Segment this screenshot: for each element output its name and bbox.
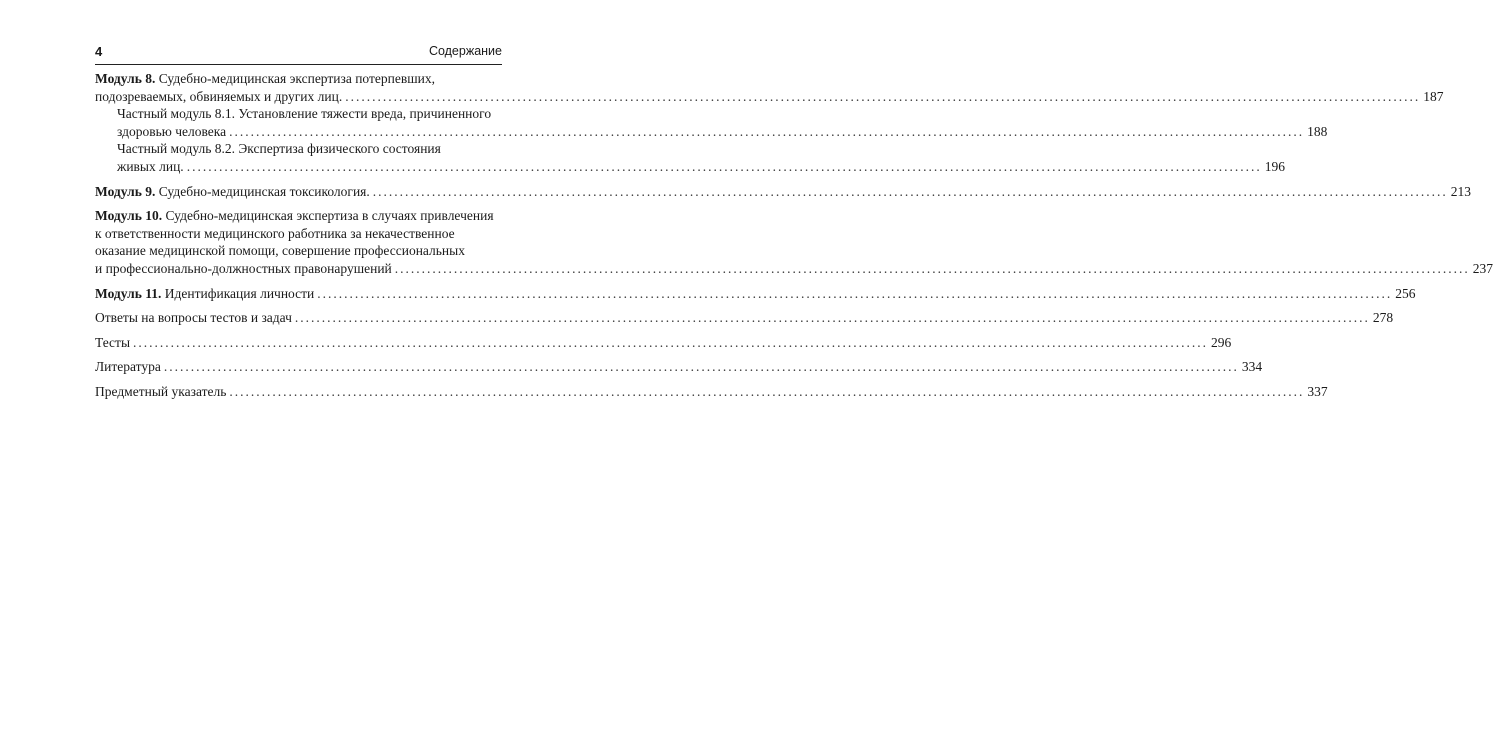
page-number: 4 — [95, 44, 103, 59]
entry-text — [95, 183, 370, 201]
module-label: Модуль 10. — [95, 208, 163, 224]
entry-title: Ответы на вопросы тестов и задач — [95, 310, 292, 326]
entry-text — [95, 334, 130, 352]
entry-text — [95, 88, 342, 106]
running-title: Содержание — [428, 44, 502, 58]
toc-entry-literature — [95, 358, 1263, 376]
leader-dots: ........................................................................................................................................................................................................ — [294, 310, 1370, 326]
entry-text — [95, 309, 292, 327]
entry-last-line — [95, 358, 1263, 376]
entry-spacer — [95, 327, 502, 334]
entry-text — [95, 383, 226, 401]
toc-entry-m8-2 — [95, 140, 1285, 175]
entry-page-number: 188 — [1307, 123, 1328, 139]
entry-line — [95, 70, 502, 88]
entry-title: здоровью человека — [117, 123, 227, 139]
leader-dots: ........................................................................................................................................................................................................ — [345, 88, 1421, 104]
entry-spacer — [95, 376, 502, 383]
running-header — [95, 44, 502, 65]
entry-page-number: 213 — [1450, 183, 1472, 199]
entry-title: подозреваемых, обвиняемых и других лиц. — [95, 88, 343, 104]
leader-dots: ........................................................................................................................................................................................................ — [229, 123, 1305, 139]
entry-spacer — [95, 200, 502, 207]
entry-text: Судебно-медицинская экспертиза в случаях привлечения — [165, 208, 494, 224]
entry-title: живых лиц. — [117, 158, 184, 174]
entry-title: и профессионально-должностных правонарушений — [95, 260, 392, 276]
entry-spacer — [95, 351, 502, 358]
entry-title: Предметный указатель — [95, 383, 227, 399]
toc-entry-m8 — [95, 70, 1444, 105]
entry-title: Тесты — [95, 334, 131, 350]
entry-text: Судебно-медицинская экспертиза потерпевших, — [158, 71, 435, 86]
entry-page-number: 187 — [1423, 88, 1444, 104]
table-of-contents — [95, 70, 1493, 401]
entry-line — [95, 207, 502, 225]
leader-dots: ........................................................................................................................................................................................................ — [186, 158, 1262, 174]
entry-text: Частный модуль 8.2. Экспертиза физического состояния — [117, 141, 441, 157]
entry-spacer — [95, 302, 502, 309]
toc-entry-index — [95, 383, 1328, 401]
entry-last-line — [95, 334, 1232, 352]
entry-text — [95, 358, 161, 376]
entry-text — [95, 260, 392, 278]
entry-last-line — [95, 88, 1444, 106]
entry-last-line — [117, 123, 1328, 141]
module-label: Модуль 9. — [95, 183, 156, 199]
entry-title: Литература — [95, 359, 161, 375]
leader-dots: ........................................................................................................................................................................................................ — [372, 183, 1448, 199]
entry-spacer — [95, 176, 502, 183]
leader-dots: ........................................................................................................................................................................................................ — [317, 285, 1393, 301]
entry-title: Судебно-медицинская токсикология. — [158, 183, 370, 199]
entry-line — [117, 140, 502, 158]
entry-text — [117, 123, 226, 141]
module-label: Модуль 8. — [95, 71, 156, 86]
entry-last-line — [117, 158, 1285, 176]
leader-dots: ........................................................................................................................................................................................................ — [163, 359, 1239, 375]
entry-page-number: 237 — [1472, 260, 1493, 276]
entry-line — [117, 105, 502, 123]
toc-entry-m11 — [95, 285, 1416, 303]
leader-dots: ........................................................................................................................................................................................................ — [394, 260, 1470, 276]
toc-entry-m9 — [95, 183, 1472, 201]
entry-text: оказание медицинской помощи, совершение профессиональных — [95, 243, 465, 259]
entry-last-line — [95, 383, 1328, 401]
leader-dots: ........................................................................................................................................................................................................ — [229, 383, 1305, 399]
entry-text — [117, 158, 184, 176]
entry-text: к ответственности медицинского работника за некачественное — [95, 225, 455, 241]
entry-text — [95, 285, 314, 303]
entry-line — [95, 242, 502, 260]
entry-page-number: 337 — [1307, 383, 1328, 399]
toc-entry-answers — [95, 309, 1394, 327]
toc-entry-m8-1 — [95, 105, 1328, 140]
entry-spacer — [95, 278, 502, 285]
entry-last-line — [95, 285, 1416, 303]
entry-title: Идентификация личности — [164, 285, 315, 301]
entry-page-number: 296 — [1211, 334, 1232, 350]
toc-entry-m10 — [95, 207, 1493, 277]
entry-last-line — [95, 260, 1493, 278]
entry-page-number: 256 — [1395, 285, 1416, 301]
entry-page-number: 278 — [1372, 310, 1394, 326]
leader-dots: ........................................................................................................................................................................................................ — [133, 334, 1209, 350]
entry-text: Частный модуль 8.1. Установление тяжести вреда, причиненного — [117, 106, 492, 122]
module-label: Модуль 11. — [95, 285, 162, 301]
entry-last-line — [95, 309, 1394, 327]
entry-page-number: 334 — [1241, 359, 1263, 375]
entry-page-number: 196 — [1264, 158, 1285, 174]
toc-entry-tests — [95, 334, 1232, 352]
entry-line — [95, 225, 502, 243]
entry-last-line — [95, 183, 1472, 201]
